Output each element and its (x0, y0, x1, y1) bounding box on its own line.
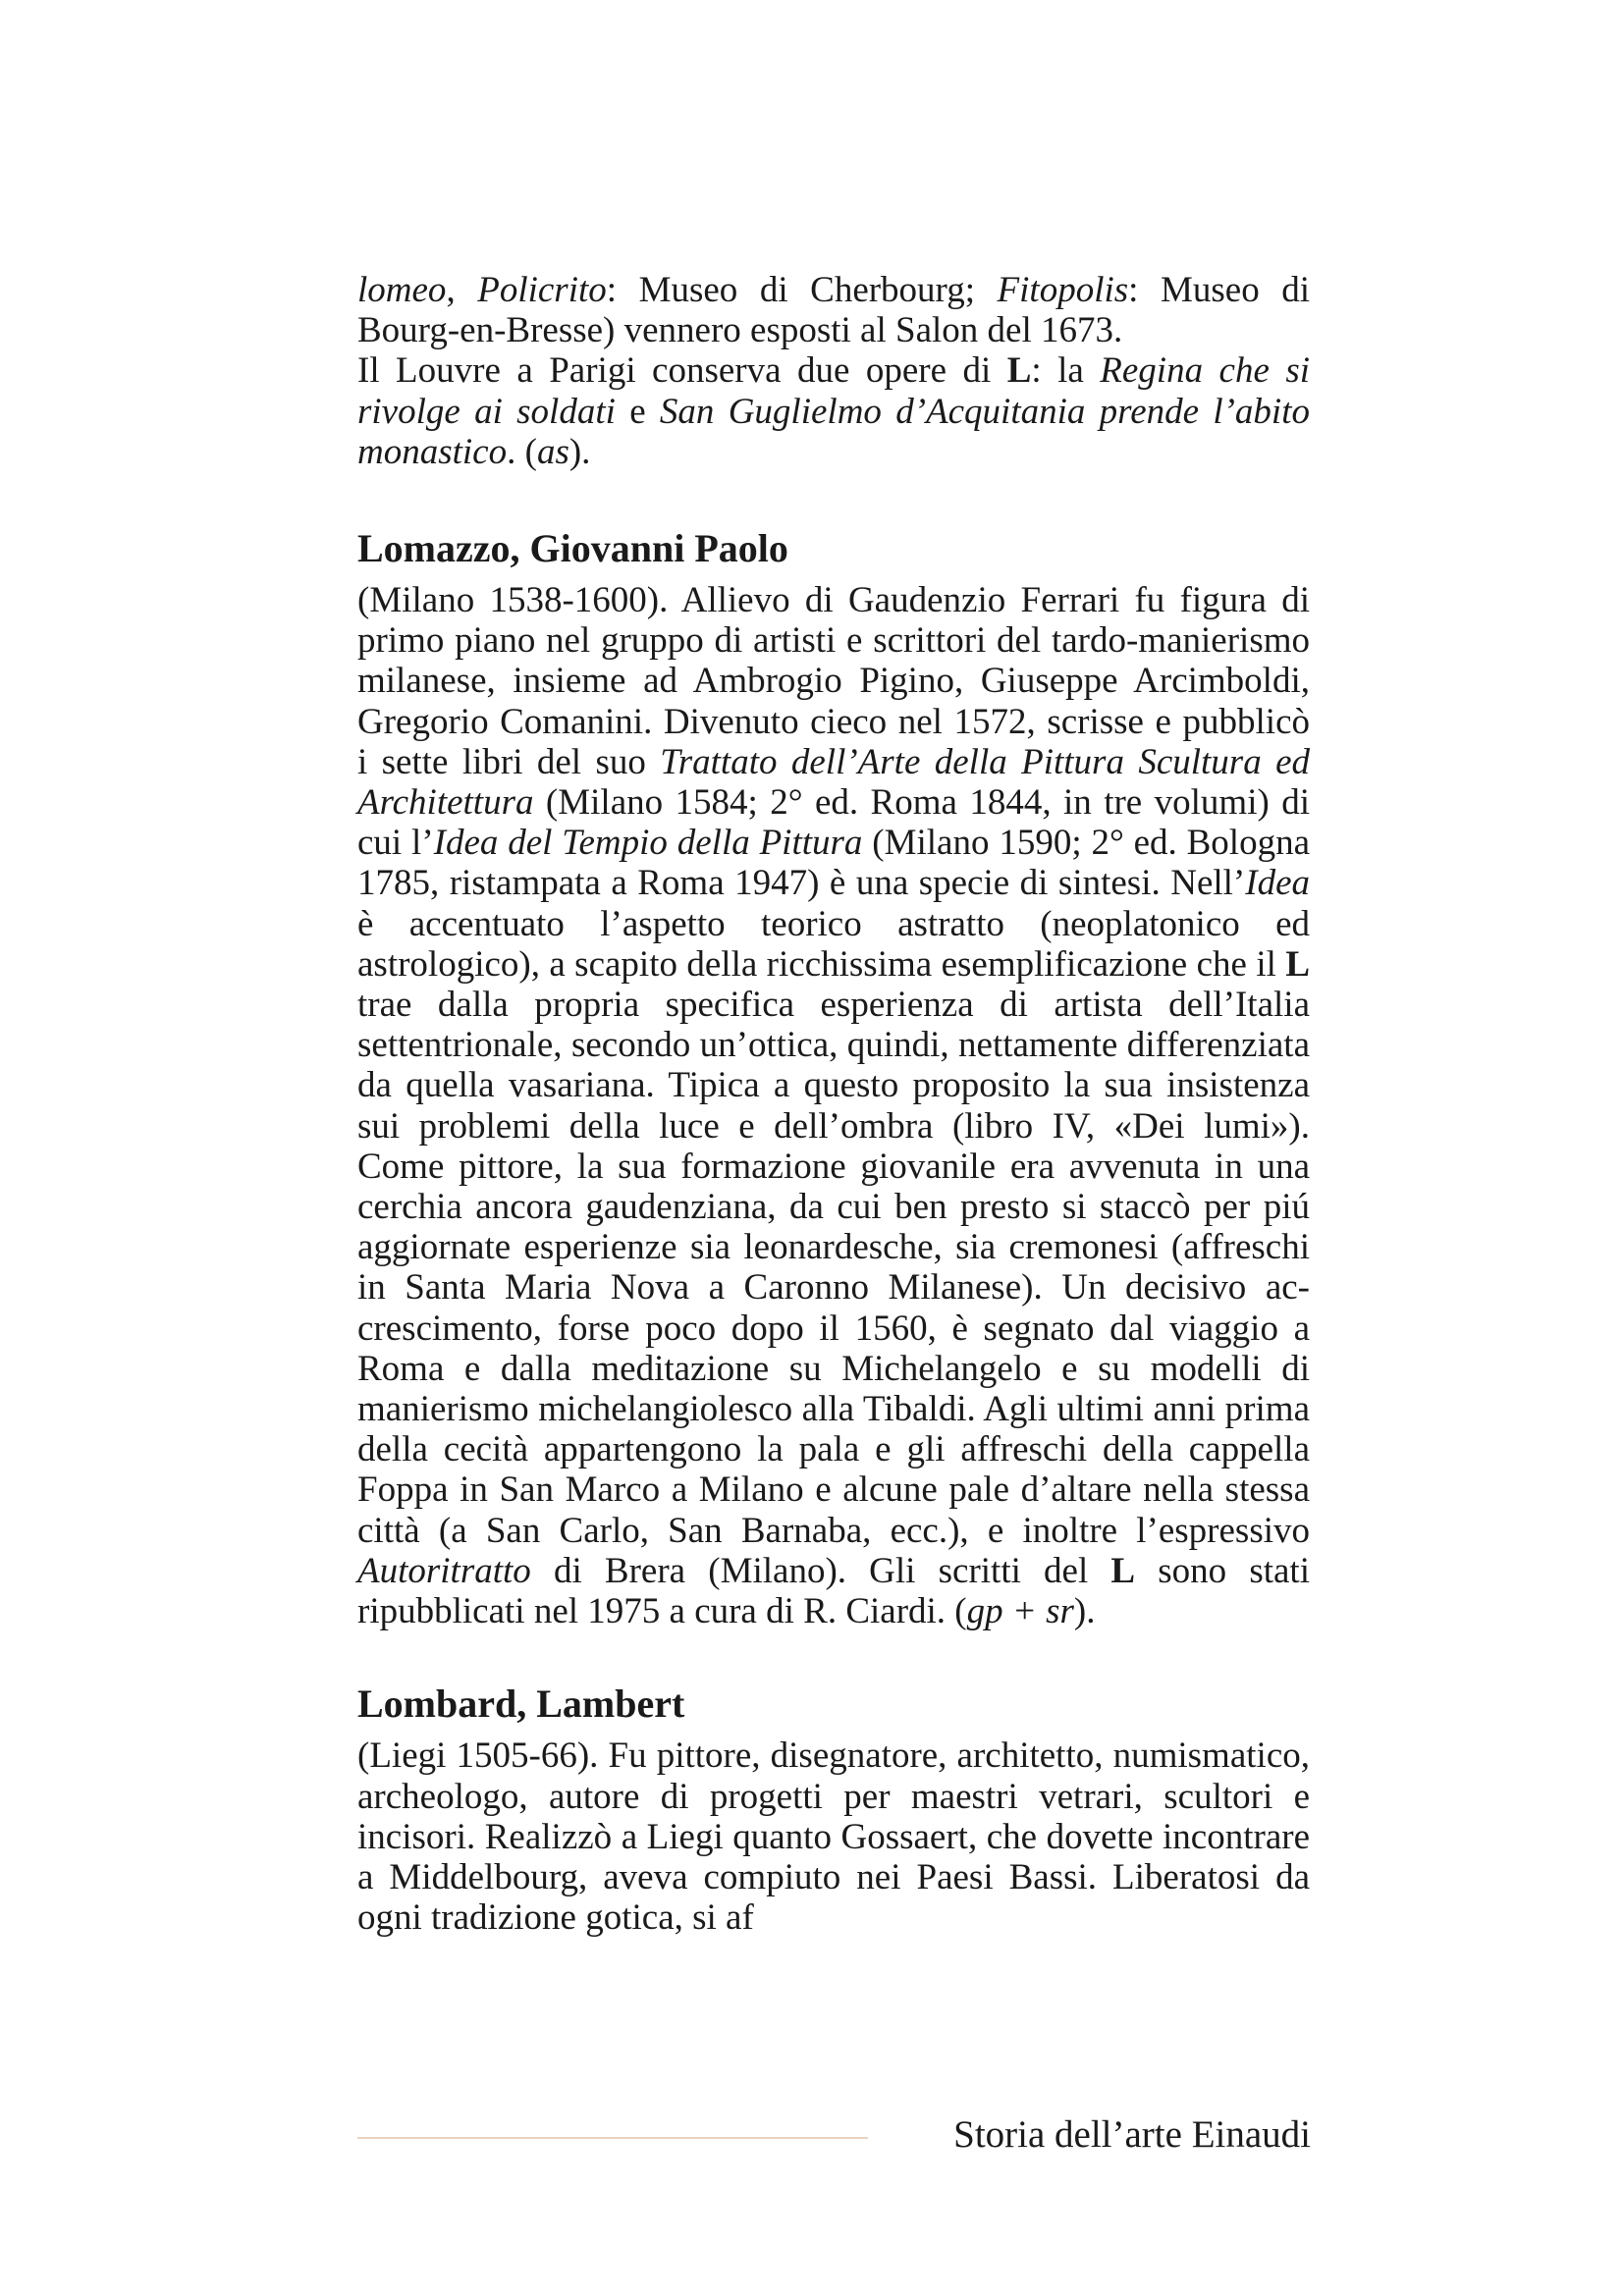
text-run: : la (1031, 350, 1101, 392)
italic-text: San Guglielmo d’Acquitania prende l’abito monastico (357, 391, 1310, 472)
entry-body (357, 580, 1310, 1631)
text-run: , (446, 270, 478, 310)
italic-text: Policrito (477, 270, 607, 310)
author-initials: gp + sr (966, 1591, 1074, 1632)
entry-title: Lombard, Lambert (357, 1682, 685, 1727)
text-run: (Liegi 1505-66). Fu pittore, disegnatore, architetto, numismatico, archeologo, autore di progetti per maestri vetrari, scultori e incisori. Realizzò a Liegi quanto Gossaert, che dovette incontrare a Middelbourg, aveva compiuto nei Paesi Bassi. Liberatosi da ogni tradizione gotica, si af (357, 1735, 1310, 1939)
italic-text: Trattato dell’Arte della Pittura Scultura ed Architettura (357, 741, 1310, 824)
continuation-paragraph (357, 270, 1310, 472)
text-run: (Milano 1538-1600). Allievo di Gaudenzio Ferrari fu figura di primo piano nel gruppo di artisti e scrittori del tardo-manierismo milanese, insieme ad Ambrogio Pigino, Giuseppe Arcimboldi, Gregorio Comanini. Divenuto cieco nel 1572, scrisse e pubblicò i sette libri del suo (357, 580, 1310, 782)
bold-initial: L (1285, 943, 1310, 985)
text-run: di Brera (Milano). Gli scritti del (530, 1550, 1111, 1591)
text-run: (Milano 1590; 2° ed. Bologna 1785, ristampata a Roma 1947) è una specie di sintesi. Nell’ (357, 823, 1310, 904)
italic-text: Regina che si rivolge ai soldati (357, 350, 1311, 432)
text-run: sono stati ripubblicati nel 1975 a cura di R. Ciardi. ( (357, 1550, 1310, 1632)
text-run: ). (568, 431, 591, 472)
text-run: ). (1073, 1591, 1096, 1632)
footer-title: Storia dell’arte Einaudi (953, 2113, 1311, 2156)
italic-text: Fitopolis (997, 270, 1129, 310)
entry-title: Lomazzo, Giovanni Paolo (357, 526, 788, 571)
text-run: è accentuato l’aspetto teorico astratto (neoplatonico ed astrologico), a scapito della ricchissima esemplificazione che il (357, 903, 1310, 985)
entry-body (357, 1735, 1310, 1938)
text-column (357, 270, 1310, 1938)
text-run: (Milano 1584; 2° ed. Roma 1844, in tre volumi) di cui l’ (357, 782, 1310, 864)
italic-text: lomeo (357, 270, 447, 310)
text-run: e (615, 391, 660, 432)
text-run: Il Louvre a Parigi conserva due opere di (357, 350, 1007, 392)
italic-text: Idea del Tempio della Pittura (433, 823, 863, 864)
italic-text: Idea (1245, 863, 1310, 904)
text-run: . ( (507, 431, 537, 472)
text-run: : Museo di Cherbourg; (606, 270, 998, 310)
italic-text: Autoritratto (357, 1550, 531, 1591)
bold-initial: L (1110, 1550, 1136, 1591)
author-initials: as (536, 431, 569, 472)
text-run: trae dalla propria specifica esperienza di artista dell’Italia settentrionale, secondo un’ottica, quindi, nettamente differenziata da quella vasariana. Tipica a questo proposito la sua insistenza sui problemi della luce e dell’ombra (libro IV, «Dei lumi»). Come pittore, la sua formazione giovanile era avvenuta in una cerchia ancora gaudenziana, da cui ben presto si staccò per piú aggiornate esperienze sia leonardesche, sia cremonesi (affreschi in Santa Maria Nova a Caronno Milanese). Un decisivo accrescimento, forse poco dopo il 1560, è segnato dal viaggio a Roma e dalla meditazione su Michelangelo e su modelli di manierismo michelangiolesco alla Tibaldi. Agli ultimi anni prima della cecità appartengono la pala e gli affreschi della cappella Foppa in San Marco a Milano e alcune pale d’altare nella stessa città (a San Carlo, San Barnaba, ecc.), e inoltre l’espressivo (357, 985, 1310, 1551)
bold-initial: L (1006, 350, 1032, 392)
footer-rule (357, 2137, 868, 2139)
text-run: : Museo di Bourg-en-Bresse) vennero esposti al Salon del 1673. (357, 270, 1310, 351)
